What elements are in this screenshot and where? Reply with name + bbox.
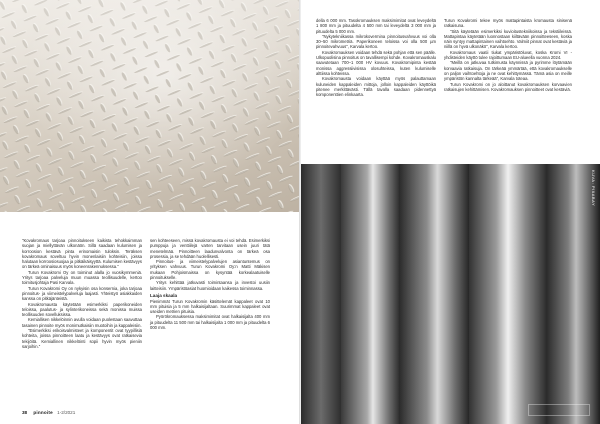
paragraph: "Meillä on jatkuvaa tutkimusta käynnissä ja pyrimme löytämään korvaavia ratkaisuja. On tärkeää ymmärtää, että kovakromaukselle on paljon vaihtoehtoja ja ne ovat kehittymässä. Tämä asia on meille ympäristön kannalta tärkeää", Karvala toteaa. <box>444 60 572 82</box>
pipe <box>301 164 341 424</box>
paragraph: Kovakromauksen voidaan tehdä sekä pohjan että sen päälle. Ulkopuolisina pinnoitus on tavallisempi kohde. Kovakromauskalu saavutetaan 700–1 000 HV kovuus. Kovakromipinta kestää monissa aggressiivisissa olosuhteissa, kuten kulumiselle alttiissa kohteissa. <box>316 49 436 76</box>
paragraph: Pienimmät Turun Kovakromin käsittelemät kappaleet ovat 10 mm pituisia ja 5 mm halkaisijaltaan. Suurimmat kappaleet ovat useiden metrien pituisia. <box>150 298 270 315</box>
paragraph: Kovakromausta käytetään esimerkiksi paperikoneiden teloissa, paalutus- ja sylinterikoneissa sekä monissa muissa teollisuuden sovelluksissa. <box>22 301 142 318</box>
paragraph: della 6 000 mm. Tasokromauksen maksimimitat ovat leveydeltä 1 800 mm ja pituudelta 4 500 mm tai leveydeltä 3 000 mm ja pituudelta 5 000 mm. <box>316 18 436 34</box>
photo-credit: KUVA: PIXABAY <box>591 170 596 207</box>
subheading: Laaja skaala <box>150 292 178 298</box>
paragraph: Kemiallisen nikkelöinnin avulla voidaan puolestaan saavuttaa tasainen pinnoite myös monimutkaisiin muotoihin ja kappaleisiin. <box>22 317 142 328</box>
paragraph: Yritys kehittää jatkuvasti toimintaansa ja investoi uusiin laitteisiin. Ympäristöasiat huomioidaan kaikessa toiminnassa. <box>150 280 270 291</box>
steel-pipes-photo <box>301 164 600 424</box>
paragraph: Turun Kovakromi on jo aloittanut kovakromauksen korvaavien ratkaisujen kehittämisen. Kovakromauksen pinnoitteet ovat kestäviä. <box>444 81 572 92</box>
paragraph: "Nykytekniikassa mikrokovermina pinnoitusvahvuus voi olla 30–50 mikrometriä. Paperikoneen teloissa voi olla 500 µm pinnoitevahvuus", Karvala kertoo. <box>316 33 436 50</box>
tread-plate-photo <box>0 0 300 212</box>
magazine-name: pinnoite <box>33 410 53 415</box>
article-column-2 <box>150 238 270 330</box>
paragraph: Turun Kovakromi tekee myös mattapintaista kromausta sinisenä ratkaisuna. <box>444 18 572 29</box>
page-folio <box>22 410 75 415</box>
article-column-1 <box>22 238 142 349</box>
paragraph: "Kovakromaus tarjoaa pinnoitukseen kaikista tehokkaimman suojan ja miellyttävän ulkonäön. Sillä saadaan kulumisen ja korroosion kestävä pinta erinomaisin tuloksin. Teräksen kovakromaus soveltuu hyvin monenlaisiin kohteisiin, joissa halutaan korroosiosuojaa ja pitkäikäisyyttä. Kulumisen kestävyys on tärkeä ominaisuus myös koneenrakennuksessa." <box>22 238 142 270</box>
paragraph: "Sitä käytetään esimerkiksi kuvioitustekniikoissa ja tekstiileissä. Mattapintaa käytetään luonnostaan kiiltävään pinnoitteeseen, koska näin syntyy mattapintainen vaihtoehto. Valmiit pinnat ovat kestäviä ja niillä on hyvä ulkonäkö", Karvala kertoo. <box>444 28 572 50</box>
pipe <box>399 164 469 424</box>
tread-plate-pattern <box>0 0 300 212</box>
article-column-4 <box>444 18 572 92</box>
pipe <box>341 164 399 424</box>
paragraph: Kovakromaus vaatii tiukat ympäristöluvat, koska Kromi VI -yhdisteiden käyttö tulee rajoittumaan EU-alueella vuonna 2024. <box>444 49 572 61</box>
pipe <box>469 164 547 424</box>
paragraph: Kovakromausta voidaan käyttää myös palauttamaan kuluneiden kappaleiden mittoja, jolloin kappaleiden käyttöikä pitenee merkittävästi. Tällä tavalla saadaan pidennettyä komponenttien elinkaarta. <box>316 76 436 98</box>
article-column-3 <box>316 18 436 97</box>
paragraph: Turun Kovakromi Oy on nykyisin osa konsernia, joka tarjoaa pinnoitus- ja viimeistelypalveluja laajasti. Yhteistyö asiakkaiden kanssa on pitkäjänteistä. <box>22 285 142 302</box>
paragraph: Pyörökromauksessa maksimimitat ovat halkaisijalta 400 mm ja pituudelta 11 500 mm tai halkaisijalta 1 000 mm ja pituudelta 6 000 mm. <box>150 314 270 331</box>
issue-number: 1-2/2021 <box>57 410 76 415</box>
paragraph: "Esimerkiksi erikoisvalmisteet ja komponentit ovat tyypillisiä kohteita, joissa pinnoitteen laatu ja kestävyys ovat ratkaisevia tekijöitä. Kemiallinen nikkelöinti sopii hyvin myös pieniin sarjoihin." <box>22 328 142 349</box>
photo-watermark <box>528 404 590 416</box>
page-number: 38 <box>22 410 28 415</box>
paragraph: Pinnoitus- ja viimeistelypalvelujen asiantuntemus on yrityksen vahvuus. Turun Kovakromi Oy:n Matti Mäkisen mukaan Pohjoismaissa on kysyntää korkealaatuiselle pinnoitukselle. <box>150 259 270 281</box>
paragraph: Turun Kovakromi Oy on toiminut alalla jo vuosikymmeniä. Yritys tarjoaa palveluja muun muassa teollisuudelle, kertoo toimitusjohtaja Pasi Karvala. <box>22 269 142 286</box>
paragraph: sen kohteeseen, missä kovakromausta ei voi tehdä. Esimerkiksi pumppuja ja venttiilejä varten tarvitaan usein juuri tätä menetelmää. Pinnoitteen laadunvalvonta on tärkeä osa prosessia, ja se tehdään huolellisesti. <box>150 238 270 259</box>
